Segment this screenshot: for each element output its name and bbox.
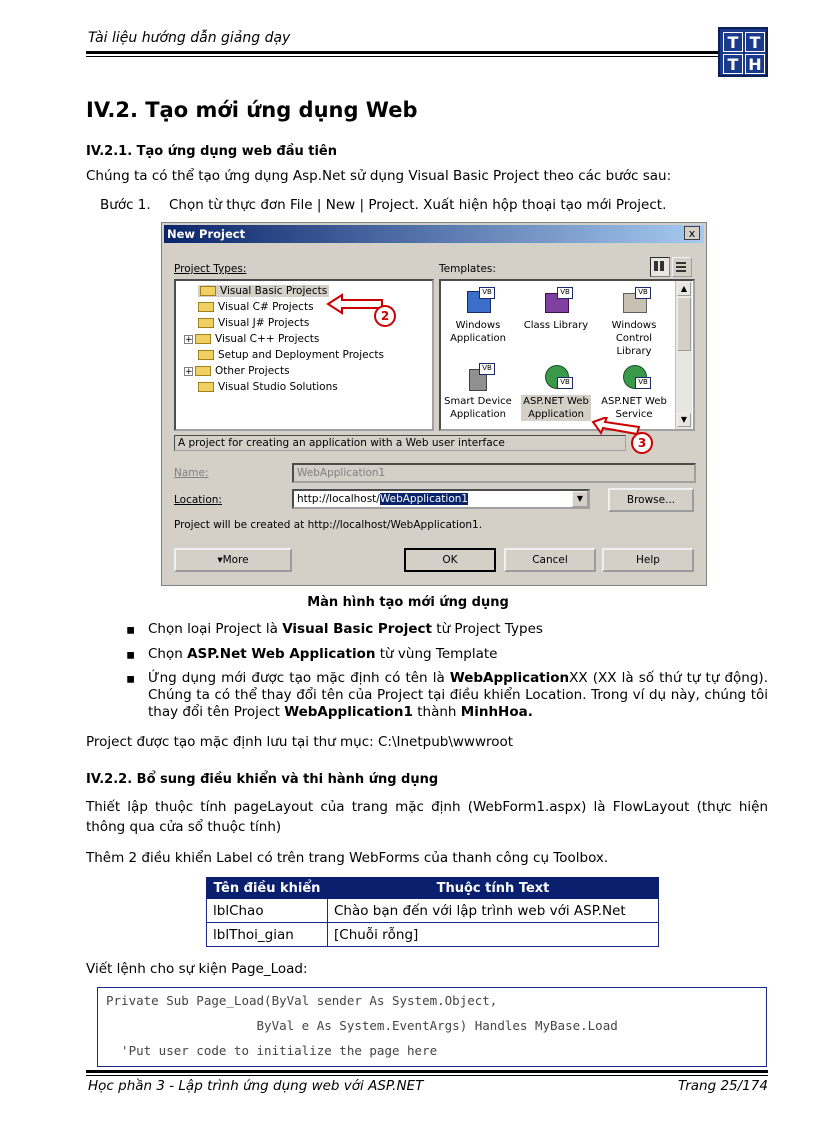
table-header: Tên điều khiển: [207, 878, 328, 899]
code-block: [97, 987, 767, 1067]
expand-icon[interactable]: +: [185, 366, 193, 377]
tree-item[interactable]: + Other Projects: [185, 365, 290, 377]
tree-item[interactable]: + Visual C++ Projects: [185, 333, 320, 345]
project-types-tree[interactable]: [174, 279, 434, 431]
tree-item[interactable]: Visual Studio Solutions: [198, 381, 338, 393]
logo-letter: H: [745, 54, 765, 74]
folder-icon: [198, 350, 214, 360]
template-aspnet-web-service[interactable]: VB ASP.NET Web Service: [599, 363, 669, 421]
tree-item[interactable]: Visual J# Projects: [198, 317, 309, 329]
templates-label: Templates:: [439, 263, 496, 275]
table-cell: lblThoi_gian: [207, 923, 328, 947]
page-number: Trang 25/174: [678, 1078, 768, 1094]
table-header: Thuộc tính Text: [328, 878, 659, 899]
browse-button[interactable]: Browse...: [608, 488, 694, 512]
header-rule-thin: [86, 56, 722, 57]
callout-3: 3: [631, 432, 653, 454]
scrollbar[interactable]: ▲ ▼: [675, 281, 692, 429]
description-bar: A project for creating an application with a Web user interface: [174, 435, 626, 451]
table-cell: Chào bạn đến với lập trình web với ASP.Net: [328, 899, 659, 923]
location-field[interactable]: http://localhost/WebApplication1 ▼: [292, 489, 590, 509]
table-row: [207, 923, 659, 947]
dialog-title: New Project: [164, 225, 704, 243]
project-types-label: Project Types:: [174, 263, 247, 275]
bullet-marker: ▪: [126, 647, 136, 663]
section-heading: IV.2. Tạo mới ứng dụng Web: [86, 98, 418, 122]
bullet-item: Ứng dụng mới được tạo mặc định có tên là WebApplicationXX (XX là số thứ tự tự động). Chúng ta có thể thay đổi tên của Project tại điều khiển Location. Trong ví dụ này, chúng tôi thay đổi tên Project WebApplication1 thành MinhHoa.: [148, 670, 768, 720]
paragraph: Chúng ta có thể tạo ứng dụng Asp.Net sử dụng Visual Basic Project theo các bước sau:: [86, 168, 672, 184]
bullet-marker: ▪: [126, 671, 136, 687]
large-icons-view-icon[interactable]: [650, 257, 670, 277]
template-windows-control-library[interactable]: VB Windows Control Library: [611, 288, 657, 357]
logo-letter: T: [745, 32, 765, 52]
figure-caption: Màn hình tạo mới ứng dụng: [307, 595, 509, 610]
templates-pane[interactable]: [439, 279, 695, 431]
template-aspnet-web-application[interactable]: VB ASP.NET Web Application: [521, 363, 591, 421]
step-text: Chọn từ thực đơn File | New | Project. Xuất hiện hộp thoại tạo mới Project.: [169, 197, 667, 213]
footer-rule-thin: [86, 1075, 768, 1076]
folder-icon: [198, 382, 214, 392]
name-field[interactable]: WebApplication1: [292, 463, 696, 483]
expand-icon[interactable]: +: [185, 334, 193, 345]
folder-icon: [198, 302, 214, 312]
tree-item[interactable]: Visual Basic Projects: [198, 285, 329, 297]
step-label: Bước 1.: [100, 197, 151, 213]
footer-rule: [86, 1070, 768, 1073]
table-cell: [Chuỗi rỗng]: [328, 923, 659, 947]
more-button[interactable]: ▾More: [174, 548, 292, 572]
callout-2: 2: [374, 305, 396, 327]
new-project-dialog: [161, 222, 707, 586]
ok-button[interactable]: OK: [404, 548, 496, 572]
logo: [718, 27, 768, 77]
bullet-item: Chọn loại Project là Visual Basic Project từ Project Types: [148, 621, 543, 637]
list-view-icon[interactable]: [672, 257, 692, 277]
code-line: Private Sub Page_Load(ByVal sender As System.Object,: [106, 993, 498, 1008]
subsection-heading: IV.2.1. Tạo ứng dụng web đầu tiên: [86, 144, 337, 159]
tree-item[interactable]: Visual C# Projects: [198, 301, 314, 313]
footer-course: Học phần 3 - Lập trình ứng dụng web với ASP.NET: [88, 1078, 424, 1094]
created-at-text: Project will be created at http://localhost/WebApplication1.: [174, 519, 483, 531]
logo-letter: T: [723, 54, 743, 74]
vb-project-icon: VB: [463, 363, 493, 391]
paragraph: Project được tạo mặc định lưu tại thư mục: C:\Inetpub\wwwroot: [86, 734, 514, 750]
close-icon[interactable]: x: [684, 226, 700, 240]
globe-icon: VB: [619, 363, 649, 391]
bullet-marker: ▪: [126, 622, 136, 638]
code-line: ByVal e As System.EventArgs) Handles MyBase.Load: [106, 1018, 618, 1033]
folder-icon: [198, 318, 214, 328]
controls-table: [206, 877, 659, 947]
name-label: Name:: [174, 467, 209, 479]
template-smart-device-application[interactable]: VB Smart Device Application: [444, 364, 512, 420]
location-label: Location:: [174, 494, 222, 506]
bullet-item: Chọn ASP.Net Web Application từ vùng Template: [148, 646, 498, 662]
table-row: [207, 899, 659, 923]
folder-icon: [200, 286, 216, 296]
code-line: 'Put user code to initialize the page here: [106, 1043, 438, 1058]
template-windows-application[interactable]: VB Windows Application: [450, 288, 506, 344]
folder-icon: [195, 334, 211, 344]
subsection-heading: IV.2.2. Bổ sung điều khiển và thi hành ứng dụng: [86, 772, 439, 787]
tree-item[interactable]: Setup and Deployment Projects: [198, 349, 384, 361]
table-cell: lblChao: [207, 899, 328, 923]
chevron-down-icon[interactable]: ▼: [572, 491, 588, 507]
paragraph: Viết lệnh cho sự kiện Page_Load:: [86, 961, 308, 977]
cancel-button[interactable]: Cancel: [504, 548, 596, 572]
globe-icon: VB: [541, 363, 571, 391]
vb-project-icon: VB: [463, 287, 493, 315]
paragraph: Thiết lập thuộc tính pageLayout của trang mặc định (WebForm1.aspx) là FlowLayout (thực hiện thông qua cửa sổ thuộc tính): [86, 799, 768, 835]
template-class-library[interactable]: VB Class Library: [523, 288, 589, 331]
header-rule: [86, 51, 722, 54]
running-header: Tài liệu hướng dẫn giảng dạy: [88, 30, 291, 46]
vb-project-icon: VB: [541, 287, 571, 315]
help-button[interactable]: Help: [602, 548, 694, 572]
logo-letter: T: [723, 32, 743, 52]
paragraph: Thêm 2 điều khiển Label có trên trang WebForms của thanh công cụ Toolbox.: [86, 850, 609, 866]
folder-icon: [195, 366, 211, 376]
vb-project-icon: VB: [619, 287, 649, 315]
